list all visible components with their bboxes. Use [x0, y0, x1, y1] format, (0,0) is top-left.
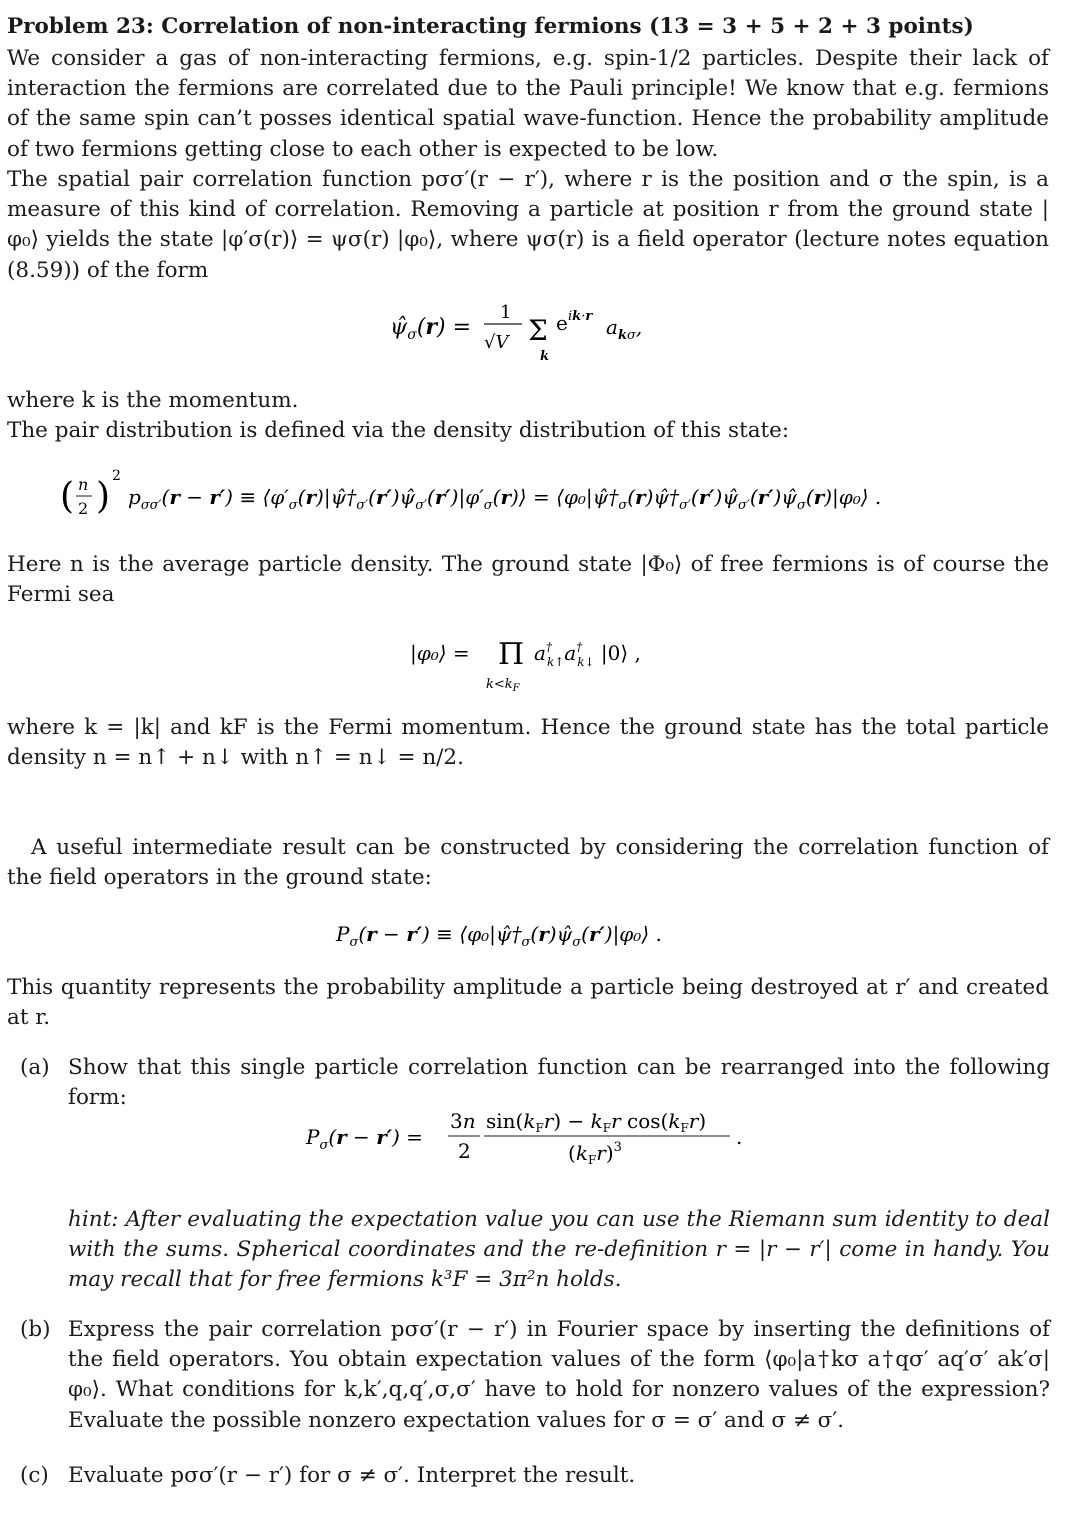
- part-a-hint: [20, 1205, 1050, 1296]
- single-correlation-equation: [0, 915, 1080, 955]
- svg-text:ik·r: ik·r: [568, 309, 593, 324]
- intro-paragraph-5: Here n is the average particle density. The ground state |Φ₀⟩ of free fermions is of course the Fermi sea: [7, 552, 1049, 608]
- pair-distribution-equation: [0, 462, 1080, 532]
- field-operator-svg: [380, 296, 700, 366]
- svg-text:1: 1: [500, 302, 512, 323]
- intro-paragraph-6: where k = |k| and kF is the Fermi momentum. Hence the ground state has the total particle density n = n↑ + n↓ with n↑ = n↓ = n/2.: [7, 715, 1049, 771]
- svg-text:): ): [96, 476, 111, 517]
- svg-text:2: 2: [112, 468, 121, 484]
- fermi-sea-svg: [390, 628, 690, 694]
- fermi-sea-equation: [0, 628, 1080, 694]
- svg-text:3n: 3n: [450, 1109, 476, 1133]
- svg-text:a†k↑a†k↓ |0⟩ ,: a† k↑a† k↓ |0⟩ ,: [534, 640, 641, 669]
- part-c-label: (c): [20, 1463, 49, 1488]
- intro-paragraph-2: The spatial pair correlation function pσσ′(r − r′), where r is the position and σ the spin, is a measure of this kind of correlation. Removing a particle at position r from the ground state |φ₀⟩ yields the state |φ′σ(r)⟩ = ψσ(r) |φ₀⟩, where ψσ(r) is a field operator (lecture notes equation (8.59)) of the form: [7, 167, 1049, 283]
- svg-text:|φ₀⟩ =: |φ₀⟩ =: [410, 641, 470, 665]
- svg-text:Σ: Σ: [528, 314, 548, 347]
- part-c: [20, 1461, 1050, 1491]
- svg-text:(: (: [60, 476, 75, 517]
- svg-text:pσσ′(r − r′) ≡ ⟨φ′σ(r)|ψ̂†σ′(r: $p_{\sigma\sigma'}(r - r')$ ≡ $⟨\varphi'_\sigma(r)|\psî\dagger_{\sigma'}(r')\psî_{\sigma'}(r')|\varphi'_\sigma(r)⟩$ = $⟨\varphi_0|\psî\dagger_\sigma(r)\psî\dagger_{\sigma'}(r')\psî_{\sigma'}(r')\psî_\sigma(r)|\varphi_0⟩$ .: [128, 485, 882, 513]
- field-operator-equation: [0, 296, 1080, 366]
- part-b: [20, 1315, 1050, 1436]
- part-a-text: Show that this single particle correlation function can be rearranged into the following form:: [68, 1055, 1050, 1111]
- svg-text:sin(kFr) − kFr cos(kFr): $\sin(k_Fr) - k_Fr$ $\cos(k_Fr)$: [486, 1109, 707, 1135]
- intro-paragraph-4: The pair distribution is defined via the density distribution of this state:: [7, 418, 790, 443]
- svg-text:n: n: [78, 475, 89, 494]
- svg-text:ψ̂σ(r) =: $\psî_\sigma(r)$ =: [390, 314, 472, 343]
- intro-paragraph-7: A useful intermediate result can be constructed by considering the correlation function of the field operators in the ground state:: [7, 835, 1049, 891]
- svg-text:k: k: [540, 349, 550, 364]
- result-a-equation: [0, 1100, 1080, 1172]
- part-c-text: Evaluate pσσ′(r − r′) for σ ≠ σ′. Interpret the result.: [68, 1463, 636, 1488]
- svg-text:e: e: [556, 311, 568, 335]
- part-a-hint-text: hint: After evaluating the expectation value you can use the Riemann sum identity to deal with the sums. Spherical coordinates and the re-definition r = |r − r′| come in handy. You may recall that for free fermions k³F = 3π²n holds.: [68, 1207, 1050, 1293]
- svg-text:Pσ(r − r′) =: $P_\sigma(r - r')$ =: [306, 1125, 423, 1153]
- problem-title: Problem 23: Correlation of non-interacting fermions (13 = 3 + 5 + 2 + 3 points): [7, 14, 974, 39]
- intro-paragraph-8: This quantity represents the probability amplitude a particle being destroyed at r′ and created at r.: [7, 975, 1049, 1031]
- part-b-label: (b): [20, 1317, 51, 1342]
- svg-text:k<kF: $k<k_F$: [486, 677, 520, 694]
- pair-distribution-svg: [40, 462, 1040, 532]
- intro-paragraph-1: We consider a gas of non-interacting fermions, e.g. spin-1/2 particles. Despite their lack of interaction the fermions are correlated due to the Pauli principle! We know that e.g. fermions of the same spin can’t posses identical spatial wave-function. Hence the probability amplitude of two fermions getting close to each other is expected to be low.: [7, 46, 1049, 162]
- svg-text:2: 2: [78, 499, 89, 518]
- svg-text:(kFr)3: $(k_Fr)^3$: [568, 1140, 622, 1167]
- part-a-label: (a): [20, 1055, 50, 1080]
- result-a-svg: [300, 1100, 780, 1172]
- svg-text:√V: √V: [484, 332, 509, 353]
- svg-text:akσ,: $a_{k\sigma}$,: [606, 315, 643, 343]
- single-correlation-svg: [330, 915, 750, 955]
- svg-text:Pσ(r − r′) ≡ ⟨φ₀|ψ̂†σ(r)ψ̂σ(r′: $P_\sigma(r - r')$ ≡ $⟨\varphi_0|\psî\dagger_\sigma(r)\psî_\sigma(r')|\varphi_0⟩$ .: [336, 922, 662, 950]
- part-b-text: Express the pair correlation pσσ′(r − r′) in Fourier space by inserting the definitions of the field operators. You obtain expectation values of the form ⟨φ₀|a†kσ a†qσ′ aq′σ′ ak′σ|φ₀⟩. What conditions for k,k′,q,q′,σ,σ′ have to hold for nonzero values of the expression? Evaluate the possible nonzero expectation values for σ = σ′ and σ ≠ σ′.: [68, 1317, 1050, 1433]
- svg-text:2: 2: [458, 1139, 471, 1163]
- svg-text:.: .: [736, 1125, 743, 1149]
- svg-text:Π: Π: [498, 637, 525, 672]
- intro-paragraph-3: where k is the momentum.: [7, 388, 299, 413]
